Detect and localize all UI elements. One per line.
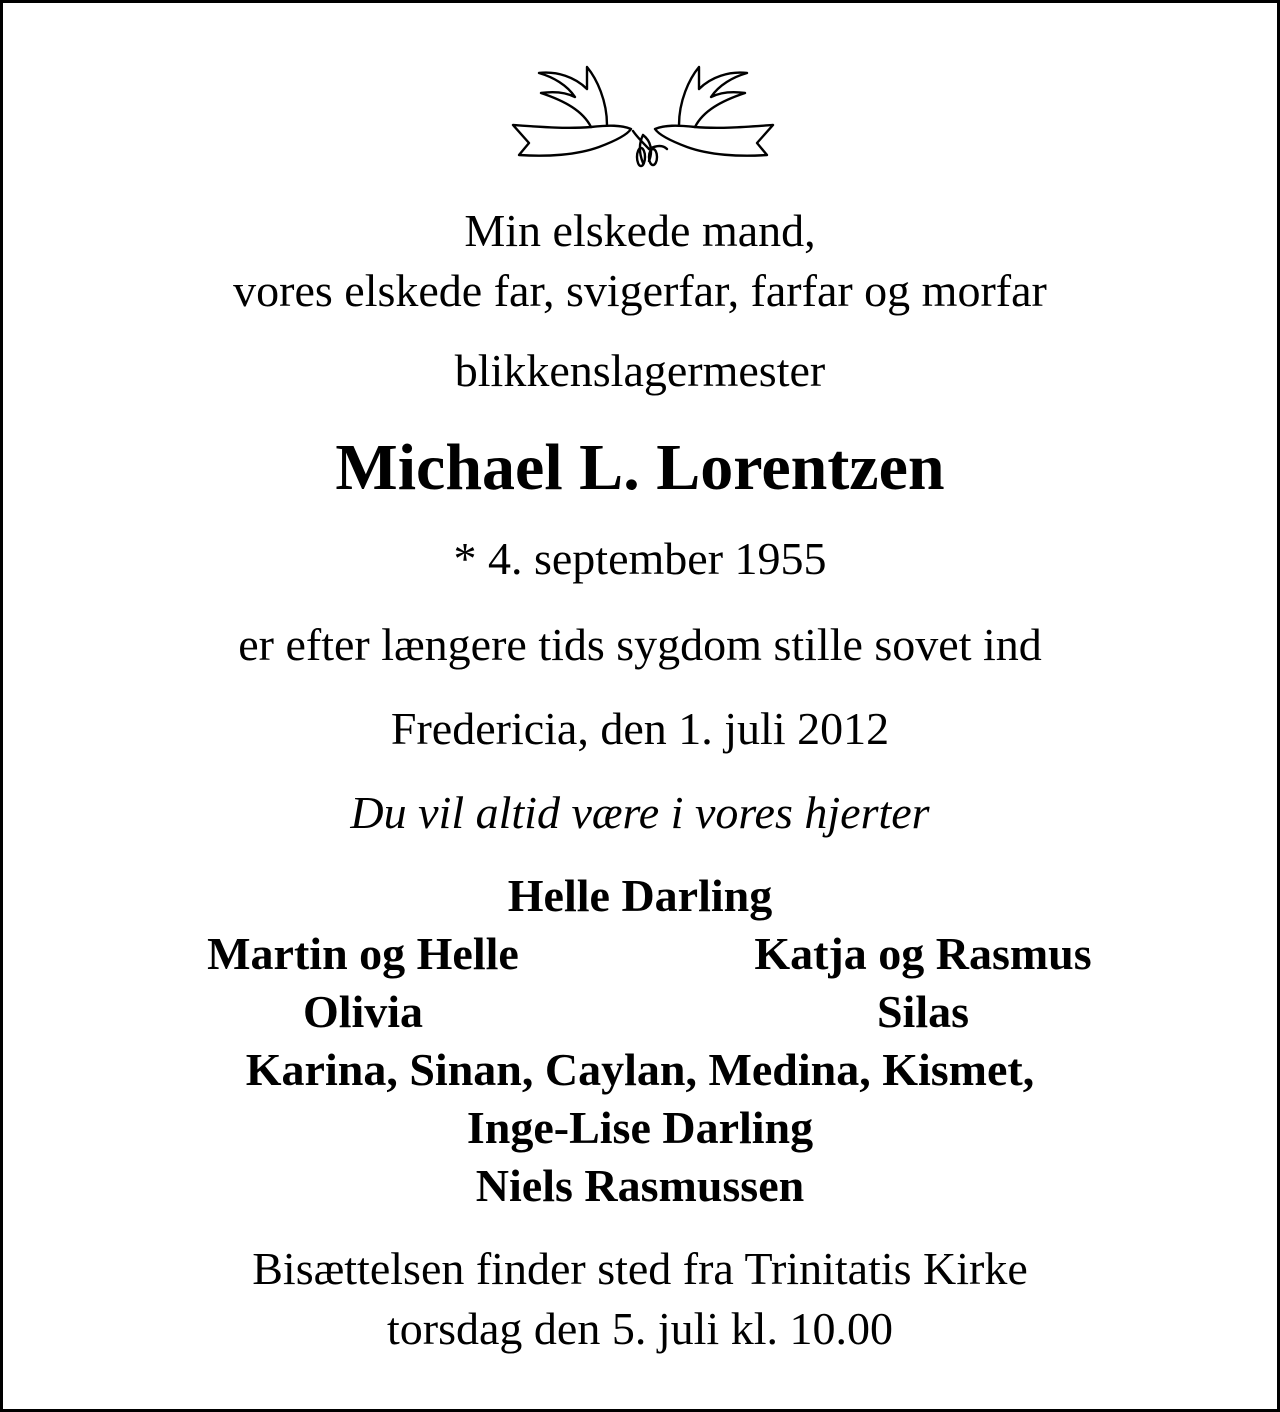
doves-with-olive-branch-icon (511, 63, 775, 171)
family-right-child: Silas (876, 986, 970, 1037)
place-and-date: Fredericia, den 1. juli 2012 (390, 703, 890, 754)
family-relative-2: Niels Rasmussen (475, 1160, 805, 1211)
family-relative-1: Inge-Lise Darling (466, 1102, 814, 1153)
family-left-couple: Martin og Helle (207, 928, 519, 979)
deceased-name: Michael L. Lorentzen (335, 431, 945, 504)
profession: blikkenslagermester (454, 345, 826, 396)
intro-line-2: vores elskede far, svigerfar, farfar og morfar (233, 265, 1047, 316)
family-right-couple: Katja og Rasmus (754, 928, 1092, 979)
passing-text: er efter længere tids sygdom stille sovet ind (238, 619, 1042, 670)
birth-date: * 4. september 1955 (453, 533, 827, 584)
funeral-line-2: torsdag den 5. juli kl. 10.00 (387, 1303, 893, 1354)
family-left-child: Olivia (302, 986, 424, 1037)
epitaph: Du vil altid være i vores hjerter (350, 787, 930, 838)
intro-line-1: Min elskede mand, (464, 205, 816, 256)
funeral-line-1: Bisættelsen finder sted fra Trinitatis Kirke (252, 1243, 1028, 1294)
family-spouse: Helle Darling (507, 870, 773, 921)
family-others: Karina, Sinan, Caylan, Medina, Kismet, (245, 1044, 1035, 1095)
